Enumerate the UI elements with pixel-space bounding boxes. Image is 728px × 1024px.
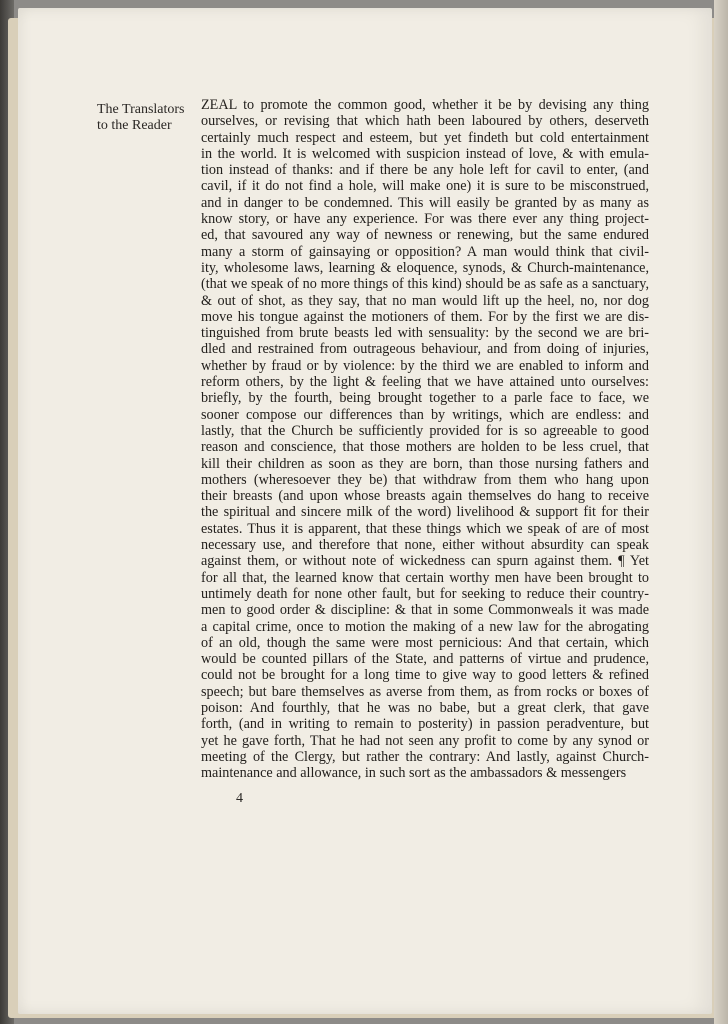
text-line: sooner compose our differences than by writings, which are endless: and [201,406,649,423]
text-line: ed, that savoured any way of newness or renewing, but the same endured [201,227,649,244]
next-page-edge [714,0,728,1024]
text-line: men to good order & discipline: & that in some Commonweals it was made [201,602,649,619]
text-line: reason and conscience, that those mothers are holden to be less cruel, that [201,439,649,456]
text-line: would be counted pillars of the State, and patterns of virtue and prudence, [201,651,649,668]
text-line: the spiritual and sincere milk of the word) livelihood & support fit for their [201,504,649,521]
text-line: ourselves, or revising that which hath been laboured by others, deserveth [201,113,649,130]
text-line: and in danger to be condemned. This will easily be granted by as many as [201,194,649,211]
text-line: yet he gave forth, That he had not seen any profit to come by any synod or [201,732,649,749]
text-line: know story, or have any experience. For was there ever any thing project- [201,211,649,228]
text-line: & out of shot, as they say, that no man would lift up the heel, no, nor dog [201,292,649,309]
body-text [201,97,649,781]
text-line: poison: And fourthly, that he was no babe, but a great clerk, that gave [201,699,649,716]
text-line: kill their children as soon as they are born, than those nursing fathers and [201,455,649,472]
text-line: against them, or without note of wickedness can spurn against them. ¶ Yet [201,553,649,570]
text-line: tion instead of thanks: and if there be any hole left for cavil to enter, (and [201,162,649,179]
text-line: briefly, by the fourth, being brought together to a parle face to face, we [201,390,649,407]
text-line: tinguished from brute beasts led with sensuality: by the second we are bri- [201,325,649,342]
text-line: estates. Thus it is apparent, that these things which we speak of are of most [201,520,649,537]
text-line: reform others, by the light & feeling that we have attained unto ourselves: [201,374,649,391]
text-line: ZEAL to promote the common good, whether it be by devising any thing [201,97,649,113]
text-line: speech; but bare themselves as averse from them, as from rocks or boxes of [201,683,649,700]
text-line: forth, (and in writing to remain to posterity) in passion peradventure, but [201,716,649,733]
text-line: meeting of the Clergy, but rather the contrary: And lastly, against Church- [201,748,649,765]
text-line: a capital crime, once to motion the making of a new law for the abrogating [201,618,649,635]
text-line: ity, wholesome laws, learning & eloquence, synods, & Church-maintenance, [201,259,649,276]
text-line: could not be brought for a long time to give way to good letters & refined [201,667,649,684]
text-line: move his tongue against the motioners of them. For by the first we are dis- [201,308,649,325]
margin-heading-line: The Translators [97,102,185,117]
margin-heading [97,102,185,135]
text-line: in the world. It is welcomed with suspicion instead of love, & with emula- [201,145,649,162]
text-line: cavil, if it do not find a hole, will make one) it is sure to be misconstrued, [201,178,649,195]
text-line: of an old, though the same were most pernicious: And that certain, which [201,634,649,651]
margin-heading-line: to the Reader [97,118,172,134]
text-line: certainly much respect and esteem, but yet findeth but cold entertainment [201,129,649,146]
text-line: (that we speak of no more things of this kind) should be as safe as a sanctuary, [201,276,649,293]
text-line: many a storm of gainsaying or opposition? A man would think that civil- [201,243,649,260]
text-line: dled and restrained from outrageous behaviour, and from doing of injuries, [201,341,649,358]
text-line: untimely death for none other fault, but for seeking to reduce their country- [201,585,649,602]
text-line: necessary use, and therefore that none, either without absurdity can speak [201,537,649,554]
page-number: 4 [236,791,243,806]
text-line: lastly, that the Church be sufficiently provided for is so agreeable to good [201,422,649,439]
text-line: mothers (wheresoever they be) that withdraw from them who hang upon [201,471,649,488]
text-line: for all that, the learned know that certain worthy men have been brought to [201,569,649,586]
text-line: their breasts (and upon whose breasts again themselves do hang to receive [201,488,649,505]
text-line: whether by fraud or by violence: by the third we are enabled to inform and [201,357,649,374]
text-line: maintenance and allowance, in such sort as the ambassadors & messengers [201,765,627,782]
